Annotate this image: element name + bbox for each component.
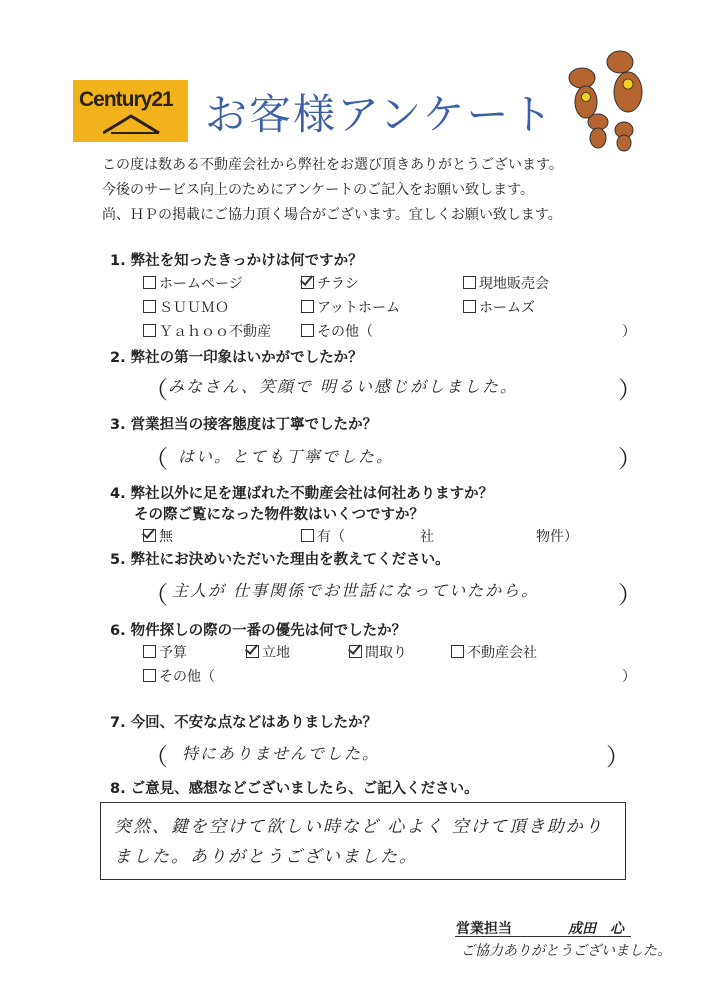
q6-option-floorplan[interactable]: 間取り <box>349 642 407 662</box>
q1-option-suumo[interactable]: ＳＵＵＭＯ <box>143 297 229 317</box>
q5-answer[interactable]: 主人が 仕事関係でお世話になっていたから。 <box>172 581 540 600</box>
q2-open-paren: （ <box>144 376 168 404</box>
question-6: 6. 物件探しの際の一番の優先は何でしたか？ <box>110 623 407 639</box>
checked-checkbox-icon <box>246 645 259 658</box>
q6-option-agency[interactable]: 不動産会社 <box>451 642 537 662</box>
checkbox-icon <box>143 300 156 313</box>
dog-mascot-icon <box>560 42 650 152</box>
q1-option-other[interactable]: その他（ <box>301 321 373 341</box>
q3-open-paren: （ <box>144 445 168 473</box>
intro-line-2: 今後のサービス向上のためにアンケートのご記入をお願い致します。 <box>102 182 535 198</box>
question-4-sub: その際ご覧になった物件数はいくつですか？ <box>134 507 424 523</box>
question-7: 7. 今回、不安な点などはありましたか？ <box>110 715 378 731</box>
q6-option-other[interactable]: その他（ <box>143 666 215 686</box>
q6-other-close-paren: ） <box>622 669 636 685</box>
q1-other-close-paren: ） <box>622 324 636 340</box>
signature-line <box>455 936 631 937</box>
checkbox-icon <box>463 276 476 289</box>
checkbox-icon <box>143 645 156 658</box>
checked-checkbox-icon <box>301 276 314 289</box>
q6-option-location[interactable]: 立地 <box>246 642 290 662</box>
checked-checkbox-icon <box>143 529 156 542</box>
q2-close-paren: ） <box>618 376 642 404</box>
intro-line-3: 尚、ＨＰの掲載にご協力頂く場合がございます。宜しくお願い致します。 <box>102 207 562 223</box>
page-title: お客様アンケート <box>205 90 555 139</box>
comment-line-2: ました。ありがとうございました。 <box>114 847 418 867</box>
q1-option-flyer[interactable]: チラシ <box>301 273 359 293</box>
q4-option-yes[interactable]: 有（ <box>301 526 345 546</box>
q4-company-unit: 社 <box>420 529 434 545</box>
checkbox-icon <box>463 300 476 313</box>
q6-option-budget[interactable]: 予算 <box>143 642 187 662</box>
logo-text: Century21 <box>79 88 173 111</box>
q1-option-onsite-sale[interactable]: 現地販売会 <box>463 273 549 293</box>
comment-line-1: 突然、鍵を空けて欲しい時など 心よく 空けて頂き助かり <box>114 817 604 837</box>
question-3: 3. 営業担当の接客態度は丁寧でしたか？ <box>110 417 378 433</box>
checkbox-icon <box>143 276 156 289</box>
q4-option-none[interactable]: 無 <box>143 526 173 546</box>
q1-option-athome[interactable]: アットホーム <box>301 297 400 317</box>
q4-property-unit: 物件） <box>536 529 578 545</box>
checkbox-icon <box>143 324 156 337</box>
house-roof-icon <box>103 113 163 135</box>
question-4: 4. 弊社以外に足を運ばれた不動産会社は何社ありますか？ <box>110 486 494 502</box>
thanks-message: ご協力ありがとうございました。 <box>461 943 671 959</box>
checkbox-icon <box>301 300 314 313</box>
q7-answer[interactable]: 特にありませんでした。 <box>182 744 381 763</box>
q3-answer[interactable]: はい。とても丁寧でした。 <box>178 447 395 466</box>
intro-line-1: この度は数ある不動産会社から弊社をお選び頂きありがとうございます。 <box>102 157 563 173</box>
q2-answer[interactable]: みなさん、笑顔で 明るい感じがしました。 <box>168 377 519 396</box>
checkbox-icon <box>301 529 314 542</box>
q5-open-paren: （ <box>144 581 168 609</box>
q1-option-yahoo[interactable]: Ｙａｈｏｏ不動産 <box>143 321 271 341</box>
checked-checkbox-icon <box>349 645 362 658</box>
question-1: 1. 弊社を知ったきっかけは何ですか？ <box>110 253 363 269</box>
q7-close-paren: ） <box>606 743 630 771</box>
checkbox-icon <box>301 324 314 337</box>
question-2: 2. 弊社の第一印象はいかがでしたか？ <box>110 350 363 366</box>
staff-label: 営業担当 <box>456 921 512 937</box>
checkbox-icon <box>451 645 464 658</box>
century21-logo <box>73 80 188 142</box>
q1-option-homes[interactable]: ホームズ <box>463 297 535 317</box>
question-5: 5. 弊社にお決めいただいた理由を教えてください。 <box>110 552 450 568</box>
staff-name: 成田 心 <box>568 921 624 937</box>
q5-close-paren: ） <box>618 581 642 609</box>
q3-close-paren: ） <box>618 445 642 473</box>
checkbox-icon <box>143 669 156 682</box>
question-8: 8. ご意見、感想などございましたら、ご記入ください。 <box>110 781 479 797</box>
q1-option-homepage[interactable]: ホームページ <box>143 273 243 293</box>
q7-open-paren: （ <box>144 743 168 771</box>
